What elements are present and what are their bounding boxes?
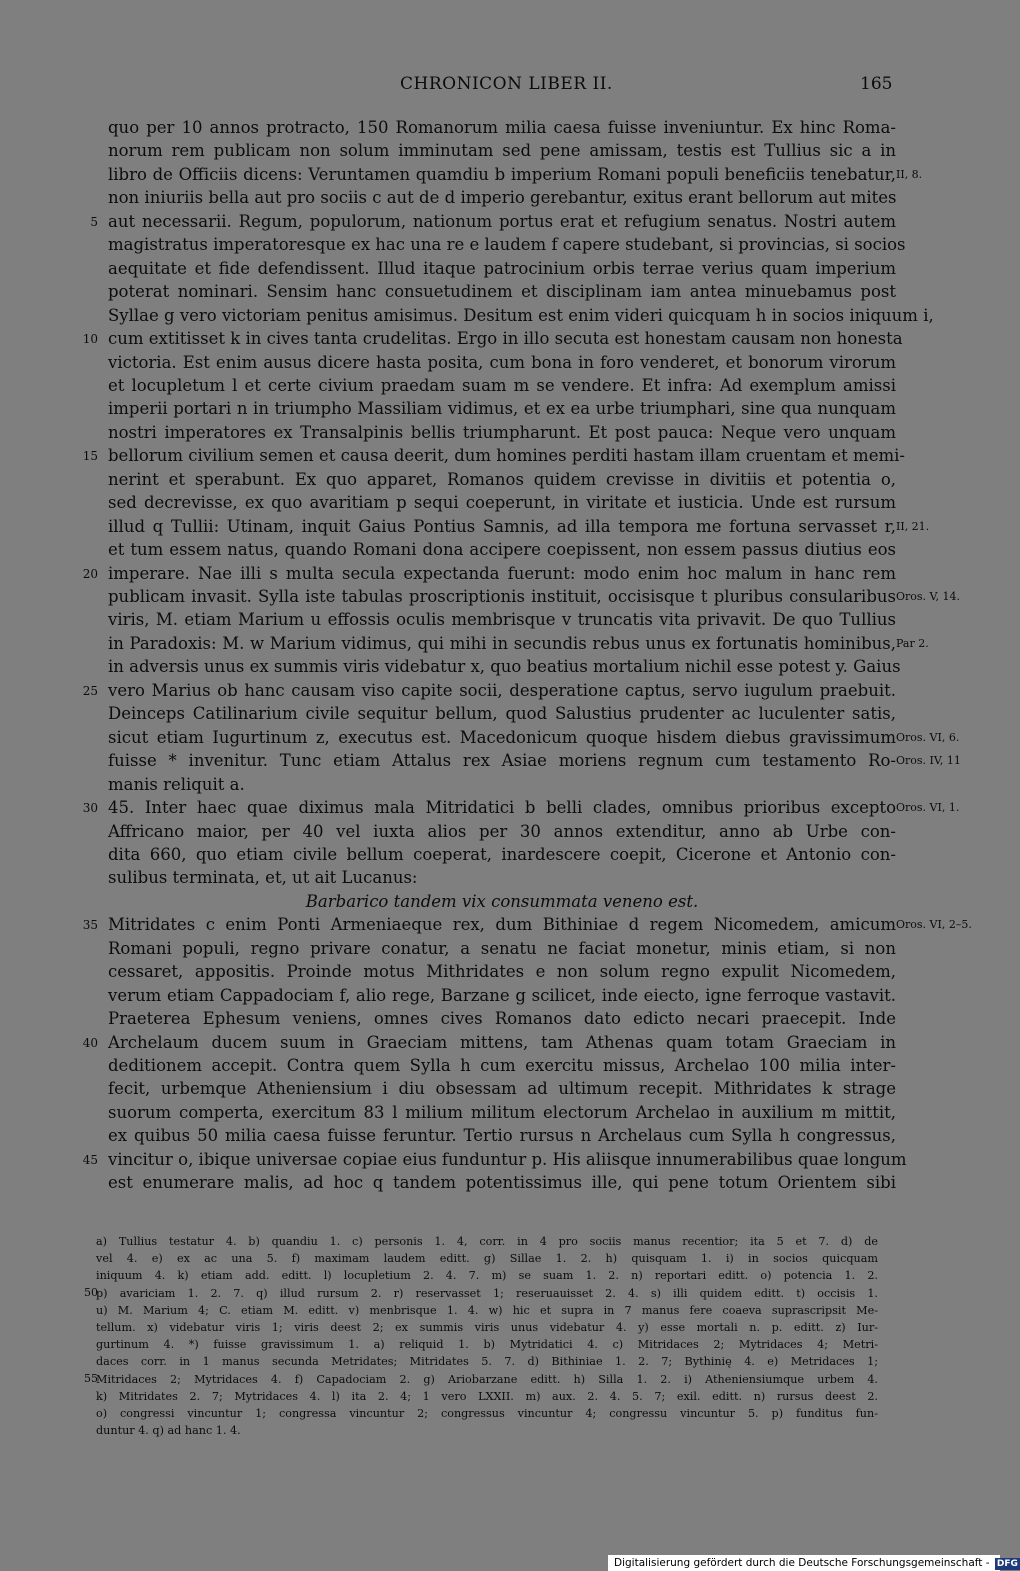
text-line xyxy=(0,327,1000,350)
line-text: manis reliquit a. xyxy=(108,774,245,794)
footnote-line xyxy=(0,1319,1000,1336)
text-line xyxy=(0,116,1000,139)
text-line xyxy=(0,444,1000,467)
text-line xyxy=(0,1171,1000,1194)
text-line xyxy=(0,1077,1000,1100)
line-text: aut necessarii. Regum, populorum, nationum portus erat et refugium senatus. Nostri autem xyxy=(108,211,896,231)
text-line xyxy=(0,1148,1000,1171)
footnote-line xyxy=(0,1353,1000,1370)
line-text: Barbarico tandem vix consummata veneno est. xyxy=(305,891,699,911)
line-text: vincitur o, ibique universae copiae eius funduntur p. His aliisque innumerabilibus quae longum xyxy=(108,1149,907,1169)
text-line xyxy=(0,468,1000,491)
line-text: Mitridates c enim Ponti Armeniaeque rex, dum Bithiniae d regem Nicomedem, amicum xyxy=(108,915,896,935)
line-text: imperare. Nae illi s multa secula expectanda fuerunt: modo enim hoc malum in hanc rem xyxy=(108,563,896,583)
line-text: Romani populi, regno privare conatur, a senatu ne faciat monetur, minis etiam, si non xyxy=(108,938,896,958)
line-text: Affricano maior, per 40 vel iuxta alios per 30 annos extenditur, anno ab Urbe con- xyxy=(108,821,896,841)
running-title: CHRONICON LIBER II. xyxy=(400,74,613,94)
line-text: et locupletum l et certe civium praedam suam m se vendere. Et infra: Ad exemplum amissi xyxy=(108,375,896,395)
footnote-text: daces corr. in 1 manus secunda Metridates; Mitridates 5. 7. d) Bithiniae 1. 2. 7; Bythinię 4. e) Metridaces 1; xyxy=(96,1355,878,1369)
line-text: aequitate et fide defendissent. Illud itaque patrocinium orbis terrae verius quam imperium xyxy=(108,258,896,278)
text-line xyxy=(0,702,1000,725)
text-line xyxy=(0,374,1000,397)
text-line xyxy=(0,773,1000,796)
text-line xyxy=(0,491,1000,514)
margin-note: Oros. VI, 6. xyxy=(896,730,960,744)
line-text: magistratus imperatoresque ex hac una re e laudem f capere studebant, si provincias, si socios xyxy=(108,235,906,255)
text-line xyxy=(0,351,1000,374)
line-text: deditionem accepit. Contra quem Sylla h cum exercitu missus, Archelao 100 milia inter- xyxy=(108,1056,896,1075)
text-line xyxy=(0,1124,1000,1147)
footnote-line xyxy=(0,1336,1000,1353)
margin-note: Par 2. xyxy=(896,636,929,650)
line-text: viris, M. etiam Marium u effossis oculis membrisque v truncatis vita privavit. De quo Tullius xyxy=(108,610,896,630)
line-text: poterat nominari. Sensim hanc consuetudinem et disciplinam iam antea minuebamus post xyxy=(108,282,896,302)
line-text: nerint et sperabunt. Ex quo apparet, Romanos quidem crevisse in divitiis et potentia o, xyxy=(108,469,896,489)
text-line xyxy=(0,796,1000,819)
text-line xyxy=(0,937,1000,960)
footnote-line xyxy=(0,1302,1000,1319)
footnote-text: gurtinum 4. *) fuisse gravissimum 1. a) reliquid 1. b) Mytridatici 4. c) Mitridaces 2; Mytridaces 4; Metri- xyxy=(96,1338,878,1352)
line-text: suorum comperta, exercitum 83 l milium militum electorum Archelao in auxilium m mittit, xyxy=(108,1102,896,1122)
text-line xyxy=(0,538,1000,561)
text-line xyxy=(0,280,1000,303)
line-text: imperii portari n in triumpho Massiliam vidimus, et ex ea urbe triumphari, sine qua nunquam xyxy=(108,399,896,419)
text-line xyxy=(0,1031,1000,1054)
text-line xyxy=(0,139,1000,162)
text-line xyxy=(0,820,1000,843)
line-number: 25 xyxy=(82,683,98,698)
line-number: 50 xyxy=(84,1285,98,1299)
footnote-text: u) M. Marium 4; C. etiam M. editt. v) menbrisque 1. 4. w) hic et supra in 7 manus fere coaeva suprascripsit Me- xyxy=(96,1303,878,1317)
text-line xyxy=(0,913,1000,936)
text-line xyxy=(0,562,1000,585)
line-text: cessaret, appositis. Proinde motus Mithridates e non solum regno expulit Nicomedem, xyxy=(108,962,896,982)
line-number: 15 xyxy=(82,449,98,464)
line-text: fecit, urbemque Atheniensium i diu obsessam ad ultimum recepit. Mithridates k strage xyxy=(108,1079,896,1099)
text-line xyxy=(0,655,1000,678)
line-number: 20 xyxy=(82,566,98,581)
line-number: 45 xyxy=(82,1152,98,1167)
margin-note: Oros. V, 14. xyxy=(896,590,961,603)
line-text: publicam invasit. Sylla iste tabulas proscriptionis instituit, occisisque t pluribus consularibus xyxy=(108,587,896,606)
margin-note: Oros. VI, 1. xyxy=(896,801,960,815)
footnote-line xyxy=(0,1388,1000,1405)
text-line xyxy=(0,890,1000,913)
text-line xyxy=(0,163,1000,186)
text-line xyxy=(0,585,1000,608)
footnote-line xyxy=(0,1267,1000,1284)
line-text: Syllae g vero victoriam penitus amisimus. Desitum est enim videri quicquam h in socios iniquum i, xyxy=(108,305,934,325)
text-line xyxy=(0,984,1000,1007)
line-text: bellorum civilium semen et causa deerit, dum homines perditi hastam illam cruentam et memi- xyxy=(108,446,905,466)
line-text: vero Marius ob hanc causam viso capite socii, desperatione captus, servo iugulum praebuit. xyxy=(108,680,896,700)
text-line xyxy=(0,233,1000,256)
line-number: 55 xyxy=(84,1371,98,1385)
line-text: nostri imperatores ex Transalpinis bellis triumpharunt. Et post pauca: Neque vero unquam xyxy=(108,422,896,442)
text-line xyxy=(0,1007,1000,1030)
line-number: 40 xyxy=(82,1035,98,1050)
text-line xyxy=(0,726,1000,749)
text-line xyxy=(0,1101,1000,1124)
line-number: 35 xyxy=(82,918,98,933)
line-text: Archelaum ducem suum in Graeciam mittens, tam Athenas quam totam Graeciam in xyxy=(108,1032,896,1052)
text-line xyxy=(0,1054,1000,1077)
text-line xyxy=(0,866,1000,889)
line-text: verum etiam Cappadociam f, alio rege, Barzane g scilicet, inde eiecto, igne ferroque vastavit. xyxy=(108,985,896,1005)
line-text: est enumerare malis, ad hoc q tandem potentissimus ille, qui pene totum Orientem sibi xyxy=(108,1173,896,1193)
footnote-line xyxy=(0,1405,1000,1422)
line-text: fuisse * invenitur. Tunc etiam Attalus rex Asiae moriens regnum cum testamento Ro- xyxy=(108,751,896,771)
line-text: quo per 10 annos protracto, 150 Romanorum milia caesa fuisse inveniuntur. Ex hinc Roma- xyxy=(108,118,896,137)
text-line xyxy=(0,257,1000,280)
line-text: 45. Inter haec quae diximus mala Mitridatici b belli clades, omnibus prioribus excepto xyxy=(108,798,896,818)
text-line xyxy=(0,186,1000,209)
line-number: 5 xyxy=(90,214,98,229)
line-text: illud q Tullii: Utinam, inquit Gaius Pontius Samnis, ad illa tempora me fortuna servasset r, xyxy=(108,516,896,536)
margin-note: II, 21. xyxy=(896,519,930,533)
line-text: cum extitisset k in cives tanta crudelitas. Ergo in illo secuta est honestam causam non honesta xyxy=(108,329,903,349)
footnote-text: vel 4. e) ex ac una 5. f) maximam laudem editt. g) Sillae 1. 2. h) quisquam 1. i) in socios quicquam xyxy=(96,1252,878,1266)
footnote-text: o) congressi vincuntur 1; congressa vincuntur 2; congressus vincuntur 4; congressu vincuntur 5. p) funditus fun- xyxy=(96,1407,878,1420)
line-text: in Paradoxis: M. w Marium vidimus, qui mihi in secundis rebus unus ex fortunatis hominibus, xyxy=(108,633,896,653)
digitization-credit xyxy=(608,1555,1018,1571)
footnote-text: a) Tullius testatur 4. b) quandiu 1. c) personis 1. 4, corr. in 4 pro sociis manus recentior; ita 5 et 7. d) de xyxy=(96,1235,878,1248)
line-number: 30 xyxy=(82,801,98,816)
line-text: norum rem publicam non solum imminutam sed pene amissam, testis est Tullius sic a in xyxy=(108,141,896,161)
text-line xyxy=(0,960,1000,983)
line-text: in adversis unus ex summis viris videbatur x, quo beatius mortalium nichil esse potest y. Gaius xyxy=(108,657,901,677)
line-text: libro de Officiis dicens: Veruntamen quamdiu b imperium Romani populi beneficiis tenebatur, xyxy=(108,164,896,184)
credit-text: Digitalisierung gefördert durch die Deutsche Forschungsgemeinschaft - xyxy=(614,1557,990,1569)
footnote-line xyxy=(0,1422,1000,1439)
footnote-text: duntur 4. q) ad hanc 1. 4. xyxy=(96,1424,241,1438)
text-line xyxy=(0,515,1000,538)
line-text: victoria. Est enim ausus dicere hasta posita, cum bona in foro venderet, et bonorum virorum xyxy=(108,352,896,372)
line-text: dita 660, quo etiam civile bellum coeperat, inardescere coepit, Cicerone et Antonio con- xyxy=(108,844,896,864)
footnote-text: tellum. x) videbatur viris 1; viris deest 2; ex summis viris unus videbatur 4. y) esse mortali n. p. editt. z) Iur- xyxy=(96,1321,878,1334)
text-line xyxy=(0,632,1000,655)
text-line xyxy=(0,843,1000,866)
line-text: sicut etiam Iugurtinum z, executus est. Macedonicum quoque hisdem diebus gravissimum xyxy=(108,727,896,747)
line-text: et tum essem natus, quando Romani dona accipere coepissent, non essem passus diutius eos xyxy=(108,540,896,560)
line-text: Praeterea Ephesum veniens, omnes cives Romanos dato edicto necari praecepit. Inde xyxy=(108,1009,896,1029)
line-text: sulibus terminata, et, ut ait Lucanus: xyxy=(108,868,418,888)
footnote-line xyxy=(0,1371,1000,1388)
footnote-line xyxy=(0,1233,1000,1250)
text-line xyxy=(0,608,1000,631)
dfg-logo: DFG xyxy=(996,1559,1018,1569)
text-line xyxy=(0,679,1000,702)
footnote-line xyxy=(0,1250,1000,1267)
margin-note: II, 8. xyxy=(896,167,923,181)
line-text: ex quibus 50 milia caesa fuisse feruntur. Tertio rursus n Archelaus cum Sylla h congressus, xyxy=(108,1126,896,1146)
line-number: 10 xyxy=(82,332,98,347)
line-text: sed decrevisse, ex quo avaritiam p sequi coeperunt, in viritate et iusticia. Unde est rursum xyxy=(108,493,896,513)
footnote-text: k) Mitridates 2. 7; Mytridaces 4. l) ita 2. 4; 1 vero LXXII. m) aux. 2. 4. 5. 7; exil. editt. n) rursus deest 2. xyxy=(96,1389,878,1403)
line-text: Deinceps Catilinarium civile sequitur bellum, quod Salustius prudenter ac luculenter satis, xyxy=(108,704,896,724)
text-line xyxy=(0,397,1000,420)
footnote-text: p) avariciam 1. 2. 7. q) illud rursum 2. r) reservasset 1; reseruauisset 2. 4. s) illi quidem editt. t) occisis 1. xyxy=(96,1286,878,1300)
text-line xyxy=(0,210,1000,233)
text-line xyxy=(0,304,1000,327)
margin-note: Oros. IV, 11 xyxy=(896,754,961,768)
footnote-text: Mitridaces 2; Mytridaces 4. f) Capadociam 2. g) Ariobarzane editt. h) Silla 1. 2. i) Atheniensiumque urbem 4. xyxy=(96,1372,878,1386)
footnote-line xyxy=(0,1285,1000,1302)
footnote-text: iniquum 4. k) etiam add. editt. l) locupletium 2. 4. 7. m) se suam 1. 2. n) reportari editt. o) potencia 1. 2. xyxy=(96,1269,878,1283)
line-text: non iniuriis bella aut pro sociis c aut de d imperio gerebantur, exitus erant bellorum aut mites xyxy=(108,188,897,208)
page-number: 165 xyxy=(860,74,893,94)
text-line xyxy=(0,749,1000,772)
margin-note: Oros. VI, 2–5. xyxy=(896,918,972,932)
text-line xyxy=(0,421,1000,444)
